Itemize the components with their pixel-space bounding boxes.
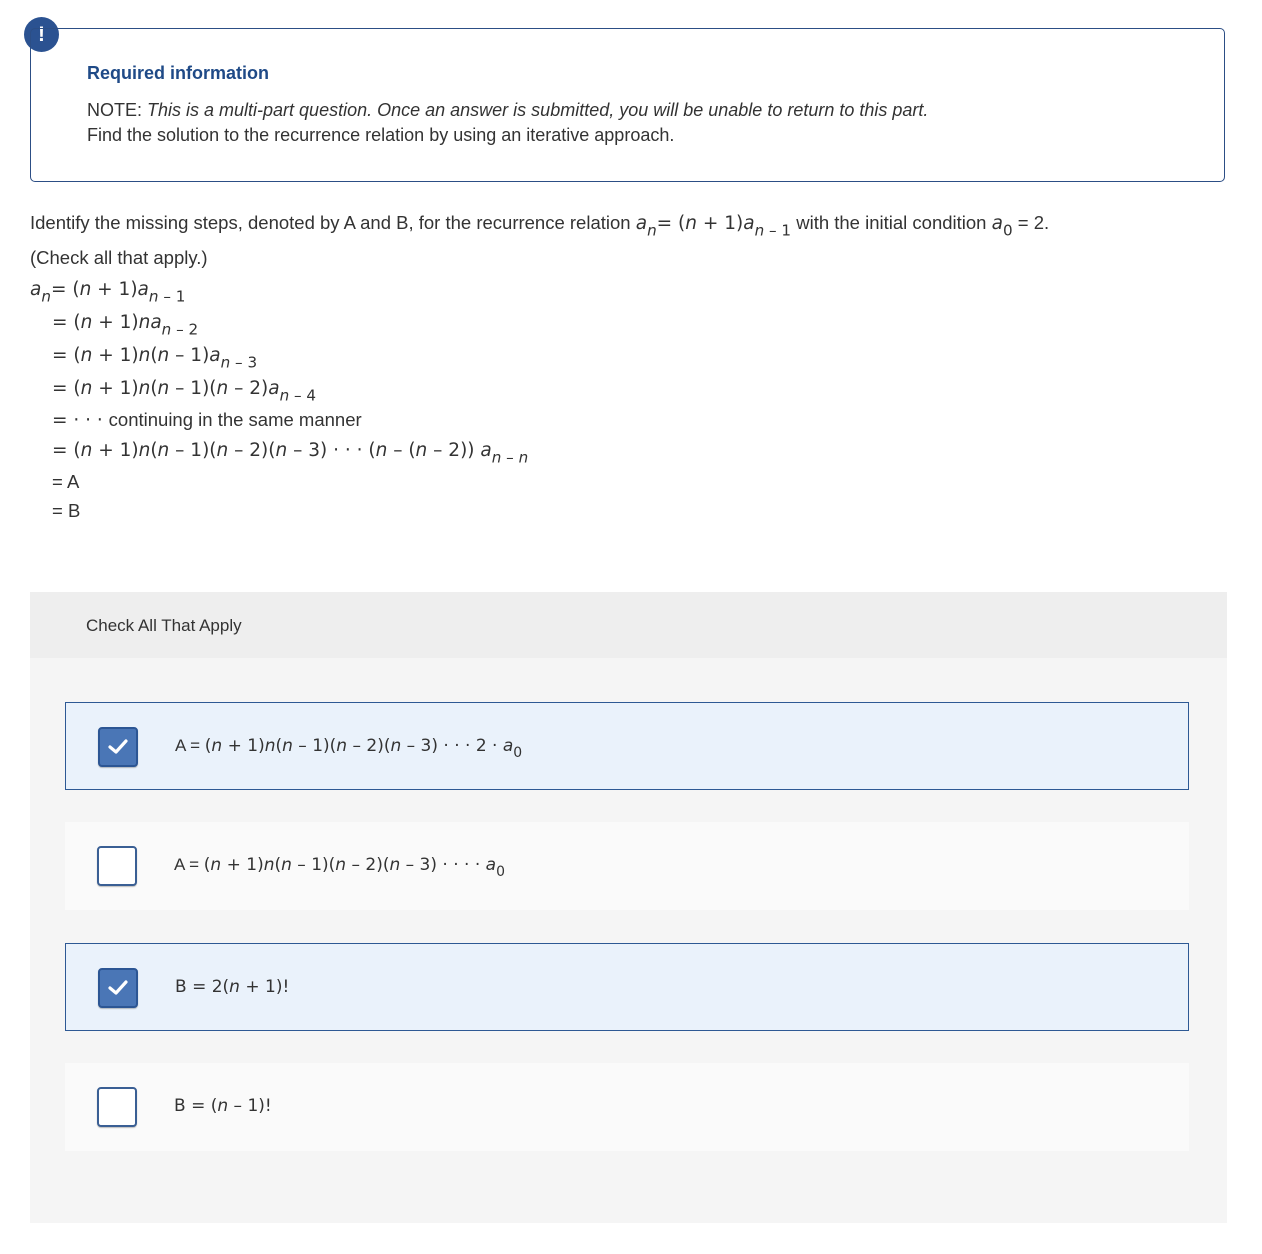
derivation-step-3: = $(n + 1)n(n - 1)a_{n - 3}$	[52, 345, 258, 372]
checkbox[interactable]	[97, 1087, 137, 1127]
checkbox[interactable]	[97, 846, 137, 886]
option-label: B = 2(n + 1)!	[175, 977, 290, 997]
checkmark-icon	[107, 978, 129, 998]
derivation-step-general: = (n + 1)n(n – 1)(n – 2)(n – 3) · · · (n – (n – 2)) $a_{n - n}$	[52, 440, 529, 467]
derivation-step-4: = $(n + 1)n(n - 1)(n - 2)a_{n - 4}$	[52, 378, 317, 405]
option-b-n-minus-1-factorial[interactable]	[65, 1063, 1189, 1151]
checkbox[interactable]	[98, 968, 138, 1008]
required-information-box	[30, 28, 1225, 182]
initial-condition: a	[991, 213, 1003, 234]
derivation-step-1: $a_n= (n + 1)a_{n - 1}$	[30, 279, 186, 306]
required-information-title: Required information	[87, 63, 270, 83]
recurrence-formula: $a_n= (n + 1)a_{n - 1}$	[635, 213, 792, 240]
derivation-step-2: = $(n + 1)na_{n - 2}$	[52, 312, 199, 339]
option-b-2-n-plus-1-factorial[interactable]	[65, 943, 1189, 1031]
derivation-step-b: = B	[52, 500, 81, 521]
derivation-step-continuing: = · · · continuing in the same manner	[52, 409, 362, 431]
check-all-panel	[30, 592, 1227, 1223]
option-label: A = (n + 1)n(n – 1)(n – 2)(n – 3) · · · $2 \cdot a_0$	[175, 736, 523, 761]
question-text: Identify the missing steps, denoted by A and B, for the recurrence relation $a_n= (n + 1)a_{n - 1}$ with the initial condition $a_0 = 2$.	[30, 212, 1050, 240]
option-label: B = (n – 1)!	[174, 1096, 272, 1116]
check-all-note: (Check all that apply.)	[30, 247, 208, 268]
panel-header	[30, 592, 1227, 658]
checkbox[interactable]	[98, 727, 138, 767]
alert-icon: !	[24, 17, 59, 52]
option-a-product-2a0[interactable]	[65, 702, 1189, 790]
derivation-step-a: = A	[52, 471, 80, 492]
panel-title: Check All That Apply	[86, 616, 242, 635]
option-a-product-a0[interactable]	[65, 822, 1189, 910]
option-label: A = (n + 1)n(n – 1)(n – 2)(n – 3) · · · · $a_0$	[174, 855, 505, 880]
checkmark-icon	[107, 737, 129, 757]
note-text: NOTE: This is a multi-part question. Once an answer is submitted, you will be unable to return to this part.	[87, 100, 929, 120]
instruction-text: Find the solution to the recurrence relation by using an iterative approach.	[87, 125, 675, 145]
